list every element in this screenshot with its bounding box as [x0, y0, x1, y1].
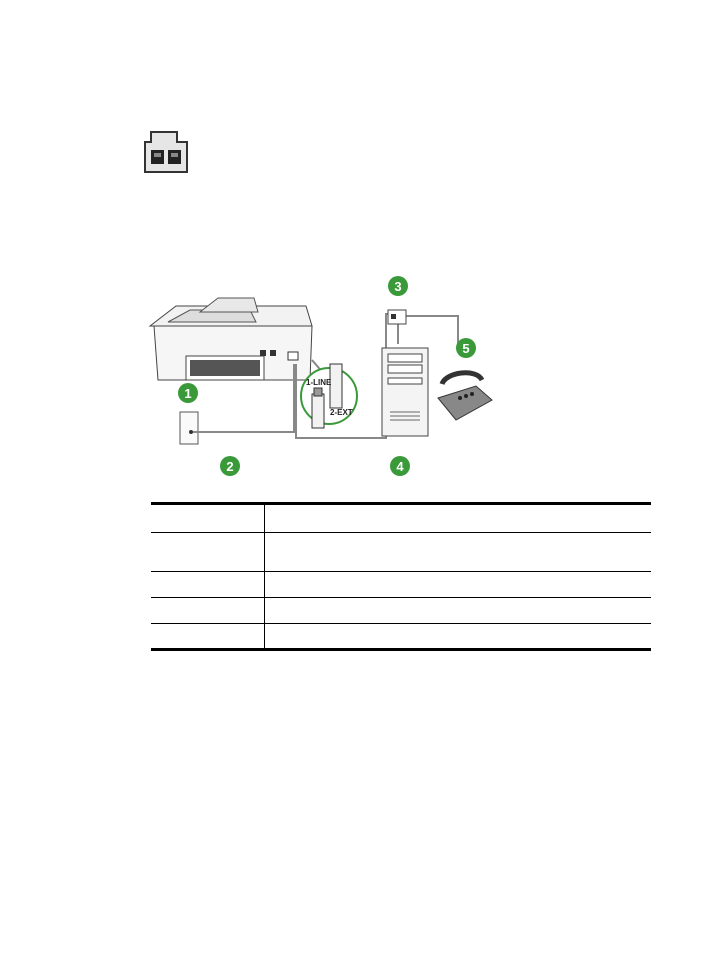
splitter-icon [388, 310, 406, 324]
table-cell-number [151, 533, 265, 572]
table-cell-number [151, 624, 265, 650]
callout-legend-table [151, 502, 651, 651]
table-row [151, 504, 651, 533]
table-cell-number [151, 572, 265, 598]
svg-text:2: 2 [226, 459, 234, 474]
computer-tower-icon [382, 348, 428, 436]
callout-1 [178, 383, 198, 403]
svg-text:1: 1 [184, 386, 192, 401]
port-label-line: 1-LINE [306, 378, 332, 387]
wall-jack-icon [180, 412, 198, 444]
svg-text:4: 4 [396, 459, 404, 474]
table-row [151, 572, 651, 598]
table-cell-description [265, 533, 652, 572]
callout-5 [456, 338, 476, 358]
table-row [151, 624, 651, 650]
printer-icon [150, 298, 312, 380]
svg-text:5: 5 [462, 341, 470, 356]
callout-4 [390, 456, 410, 476]
table-cell-description [265, 572, 652, 598]
svg-text:3: 3 [394, 279, 402, 294]
parallel-splitter-icon [137, 128, 195, 176]
table-cell-description [265, 598, 652, 624]
table-cell-description [265, 624, 652, 650]
port-label-ext: 2-EXT [330, 408, 353, 417]
table-cell-number [151, 598, 265, 624]
telephone-icon [438, 373, 492, 420]
callout-3 [388, 276, 408, 296]
table-cell-number [151, 504, 265, 533]
connection-diagram [146, 272, 502, 484]
table-row [151, 598, 651, 624]
table-row [151, 533, 651, 572]
callout-2 [220, 456, 240, 476]
table-cell-description [265, 504, 652, 533]
